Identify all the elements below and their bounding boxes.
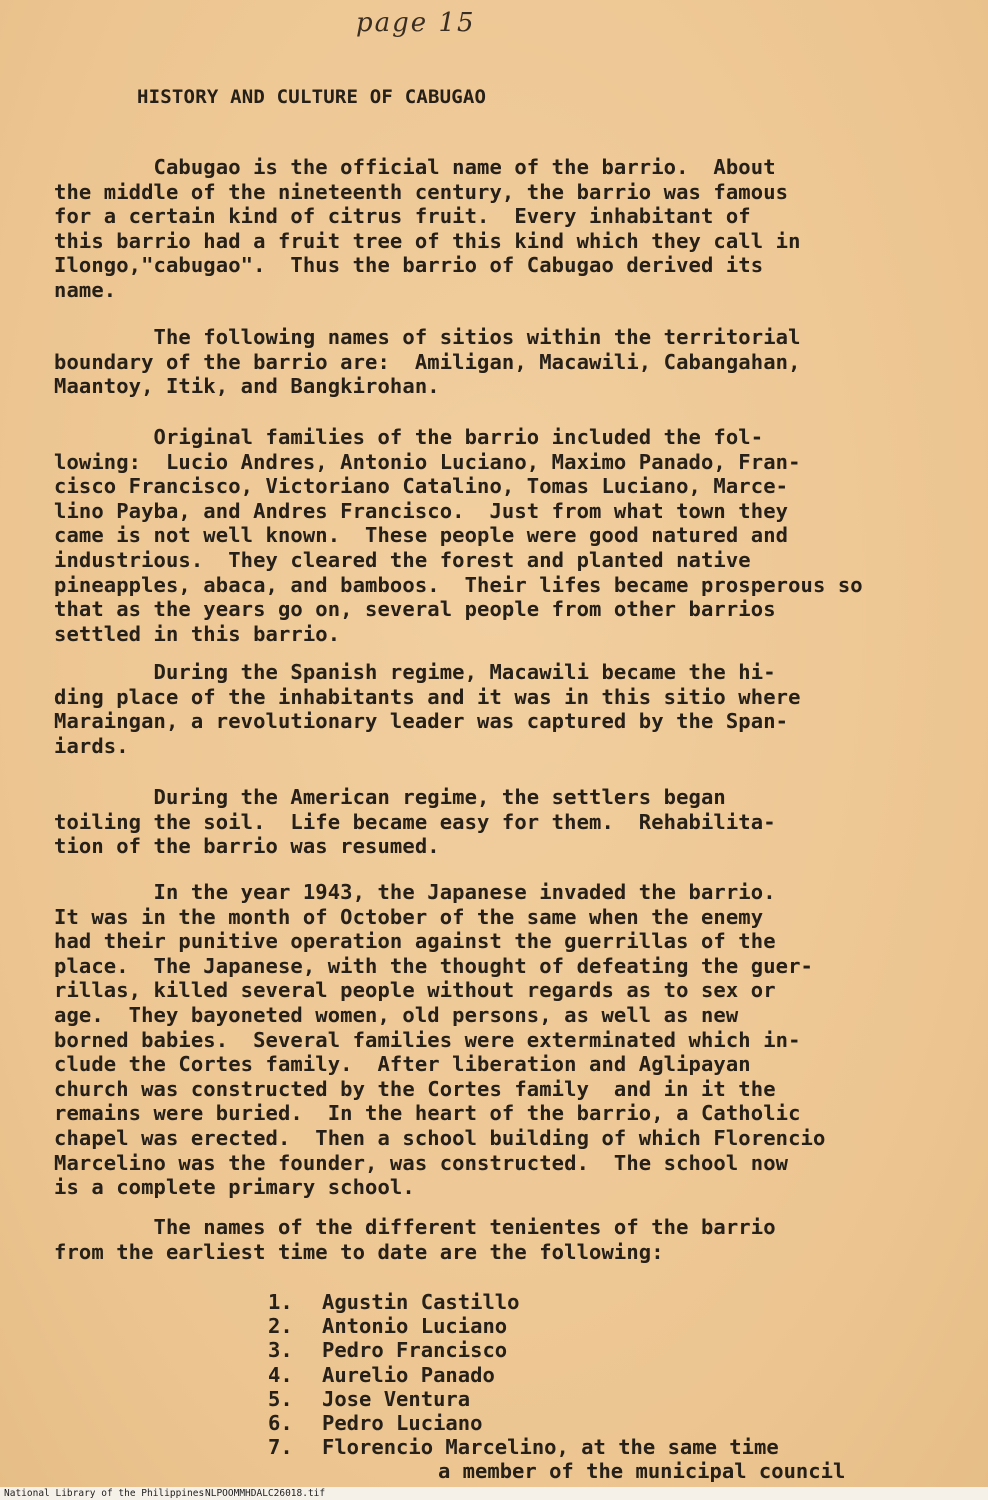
list-item: 4. Aurelio Panado (268, 1362, 495, 1387)
paragraph-origin: Cabugao is the official name of the barrio. About the middle of the nineteenth century, the barrio was famous for a certain kind of citrus fruit. Every inhabitant of this barrio had a fruit tree of this kind which they call in Ilongo,"cabugao". Thus the barrio of Cabugao derived its name. (54, 155, 801, 302)
paragraph-japanese-invasion: In the year 1943, the Japanese invaded the barrio. It was in the month of October of the same when the enemy had their punitive operation against the guerrillas of the place. The Japanese, with the thought of defeating the guer- rillas, killed several people without regards as to sex or age. They bayoneted women, old persons, as well as new borned babies. Several families were exterminated which in- clude the Cortes family. After liberation and Aglipayan church was constructed by the Cortes family and in it the remains were buried. In the heart of the barrio, a Catholic chapel was erected. Then a school building of which Florencio Marcelino was the founder, was constructed. The school now is a complete primary school. (54, 880, 826, 1200)
list-item: 6. Pedro Luciano (268, 1411, 483, 1436)
scan-filename: NLPOOMMHDALC26018.tif (205, 1488, 326, 1499)
library-credit: National Library of the Philippines (4, 1488, 205, 1499)
paragraph-american-regime: During the American regime, the settlers began toiling the soil. Life became easy for them. Rehabilita- tion of the barrio was resumed. (54, 785, 776, 859)
paragraph-spanish-regime: During the Spanish regime, Macawili became the hi- ding place of the inhabitants and it was in this sitio where Maraingan, a revolutionary leader was captured by the Span- iards. (54, 660, 801, 758)
paragraph-sitios: The following names of sitios within the territorial boundary of the barrio are: Amiligan, Macawili, Cabangahan, Maantoy, Itik, and Bangkirohan. (54, 325, 801, 399)
scan-footer (0, 1487, 988, 1500)
paragraph-tenientes-intro: The names of the different tenientes of the barrio from the earliest time to date are the following: (54, 1215, 776, 1264)
list-item: 2. Antonio Luciano (268, 1314, 508, 1339)
list-item-continuation: a member of the municipal council (438, 1459, 846, 1484)
handwritten-page-number: page 15 (356, 8, 476, 38)
list-item: 3. Pedro Francisco (268, 1338, 508, 1363)
list-item: 7. Florencio Marcelino, at the same time a member of the municipal council (268, 1435, 846, 1484)
list-item: 1. Agustin Castillo (268, 1290, 520, 1314)
list-item: 5. Jose Ventura (268, 1386, 471, 1411)
paragraph-original-families: Original families of the barrio included the fol- lowing: Lucio Andres, Antonio Luciano, Maximo Panado, Fran- cisco Francisco, Victoriano Catalino, Tomas Luciano, Marce- lino Payba, and Andres Francisco. Just from what town they came is not well known. These people were good natured and industrious. They cleared the forest and planted native pineapples, abaca, and bamboos. Their lifes became prosperous so that as the years go on, several people from other barrios settled in this barrio. (54, 425, 863, 646)
tenientes-list (268, 1290, 845, 1484)
document-title: HISTORY AND CULTURE OF CABUGAO (137, 86, 487, 108)
